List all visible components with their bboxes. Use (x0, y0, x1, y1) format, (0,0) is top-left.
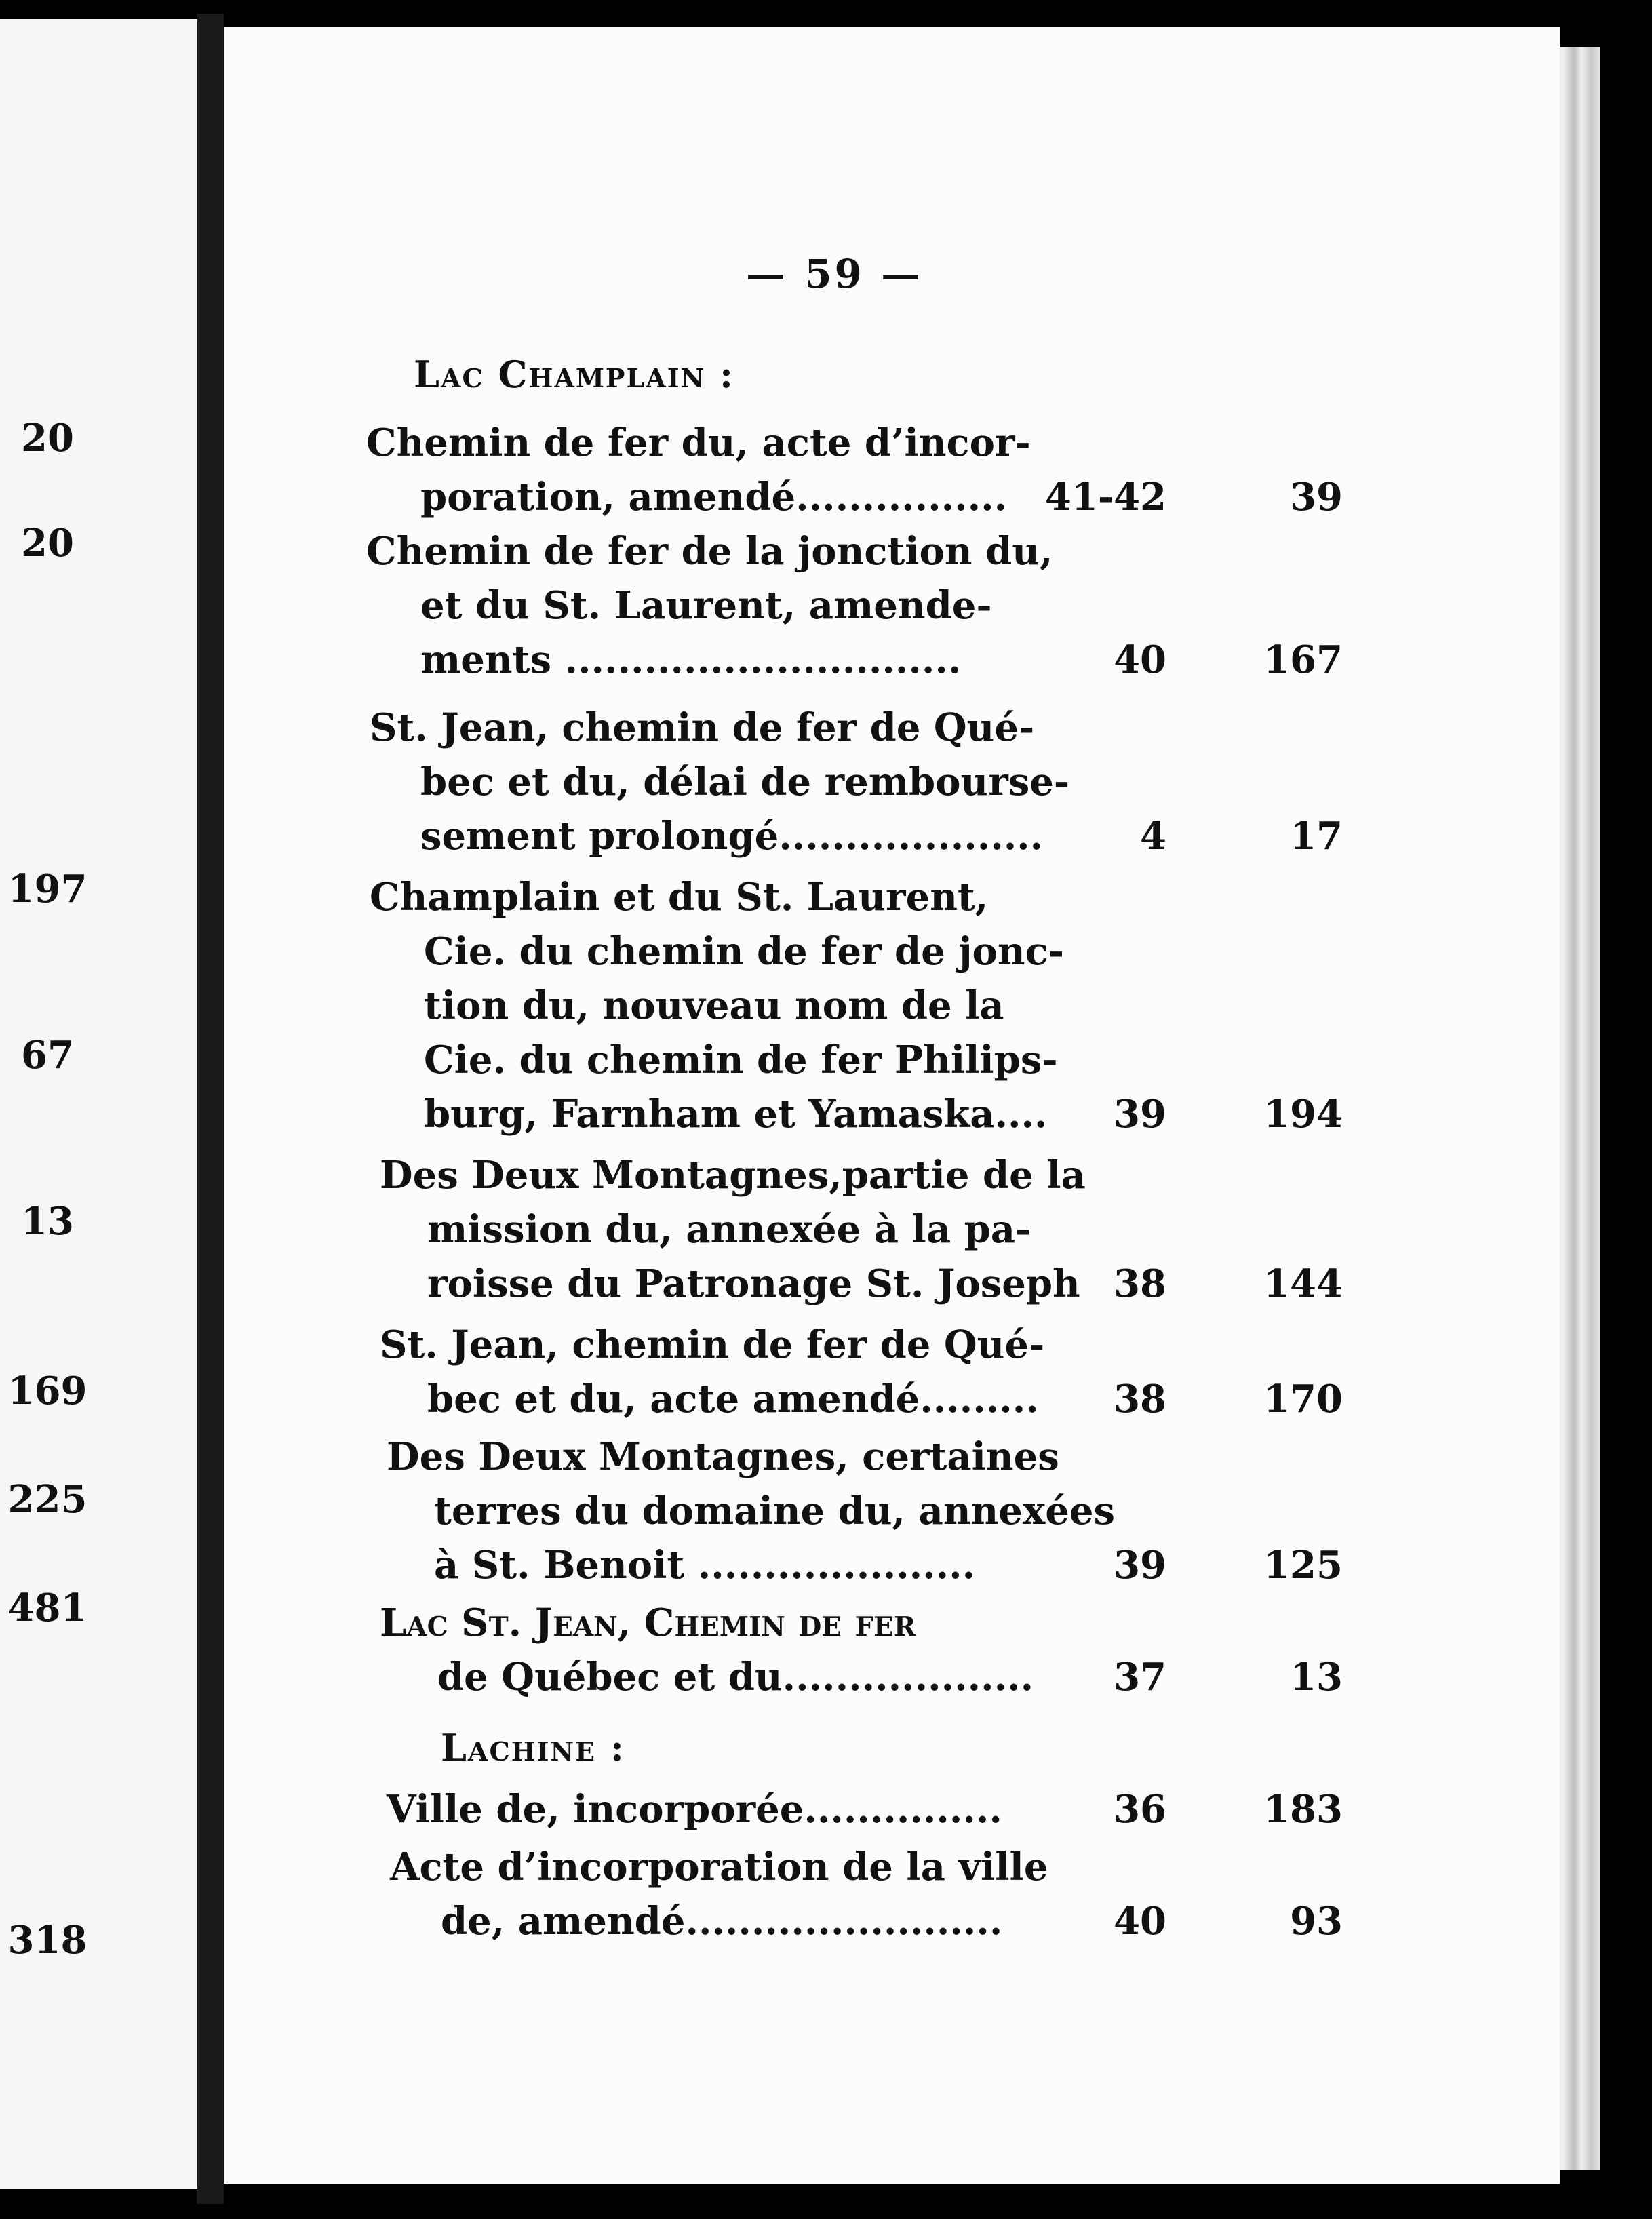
entry-line: sement prolongé.................... (420, 814, 1044, 859)
page-ref: 39 (1290, 475, 1343, 519)
entry-line: bec et du, acte amendé......... (427, 1377, 1039, 1421)
volume-ref: 36 (1114, 1787, 1166, 1832)
left-margin-number: 197 (7, 867, 87, 911)
entry-line: burg, Farnham et Yamaska.... (424, 1092, 1048, 1137)
entry-line: ments .............................. (420, 637, 962, 682)
entry-line: St. Jean, chemin de fer de Qué- (380, 1322, 1045, 1367)
volume-ref: 4 (1140, 814, 1166, 859)
page-ref: 125 (1263, 1543, 1343, 1588)
entry-line: bec et du, délai de rembourse- (420, 760, 1070, 804)
entry-line: poration, amendé................ (420, 475, 1008, 519)
left-margin-number: 13 (21, 1199, 74, 1244)
entry-line: de Québec et du................... (437, 1655, 1034, 1700)
entry-line: Champlain et du St. Laurent, (370, 875, 989, 920)
left-margin-number: 20 (21, 521, 74, 566)
entry-line: de, amendé........................ (441, 1899, 1003, 1944)
section-heading-lachine: Lachine : (441, 1726, 625, 1769)
left-margin-number: 169 (7, 1369, 87, 1413)
volume-ref: 40 (1114, 1899, 1166, 1944)
entry-line: Cie. du chemin de fer Philips- (424, 1038, 1058, 1082)
volume-ref: 39 (1114, 1543, 1166, 1588)
left-margin-number: 20 (21, 416, 74, 460)
volume-ref: 38 (1114, 1261, 1166, 1306)
entry-line: Des Deux Montagnes, certaines (387, 1434, 1059, 1479)
left-margin-number: 225 (7, 1477, 87, 1522)
left-page (0, 19, 197, 2189)
book-gutter (197, 14, 224, 2204)
entry-line: Chemin de fer du, acte d’incor- (366, 420, 1031, 465)
entry-line: mission du, annexée à la pa- (427, 1207, 1031, 1252)
section-heading-lac-champlain: Lac Champlain : (414, 353, 734, 396)
page-edge (1553, 47, 1600, 2170)
page-ref: 167 (1263, 637, 1343, 682)
page-ref: 183 (1263, 1787, 1343, 1832)
volume-ref: 38 (1114, 1377, 1166, 1421)
volume-ref: 37 (1114, 1655, 1166, 1700)
page-ref: 194 (1263, 1092, 1343, 1137)
entry-line: roisse du Patronage St. Joseph (427, 1261, 1080, 1306)
left-margin-number: 481 (7, 1586, 87, 1630)
entry-line: terres du domaine du, annexées (434, 1489, 1116, 1533)
entry-line: Ville de, incorporée............... (387, 1787, 1002, 1832)
page-ref: 13 (1290, 1655, 1343, 1700)
left-margin-number: 67 (21, 1033, 74, 1078)
page-ref: 17 (1290, 814, 1343, 859)
entry-line: tion du, nouveau nom de la (424, 983, 1004, 1028)
entry-line: et du St. Laurent, amende- (420, 583, 992, 628)
page-ref: 170 (1263, 1377, 1343, 1421)
page-ref: 93 (1290, 1899, 1343, 1944)
volume-ref: 40 (1114, 637, 1166, 682)
entry-line: Cie. du chemin de fer de jonc- (424, 929, 1064, 974)
page-ref: 144 (1263, 1261, 1343, 1306)
entry-line: Chemin de fer de la jonction du, (366, 529, 1053, 574)
entry-line: Acte d’incorporation de la ville (390, 1845, 1048, 1889)
entry-line: à St. Benoit ..................... (434, 1543, 976, 1588)
volume-ref: 41-42 (1044, 475, 1166, 519)
page-number: — 59 — (746, 251, 924, 297)
entry-line: Lac St. Jean, Chemin de fer (380, 1601, 916, 1645)
left-margin-number: 318 (7, 1918, 87, 1963)
volume-ref: 39 (1114, 1092, 1166, 1137)
entry-line: St. Jean, chemin de fer de Qué- (370, 705, 1035, 750)
entry-line: Des Deux Montagnes,partie de la (380, 1153, 1086, 1198)
